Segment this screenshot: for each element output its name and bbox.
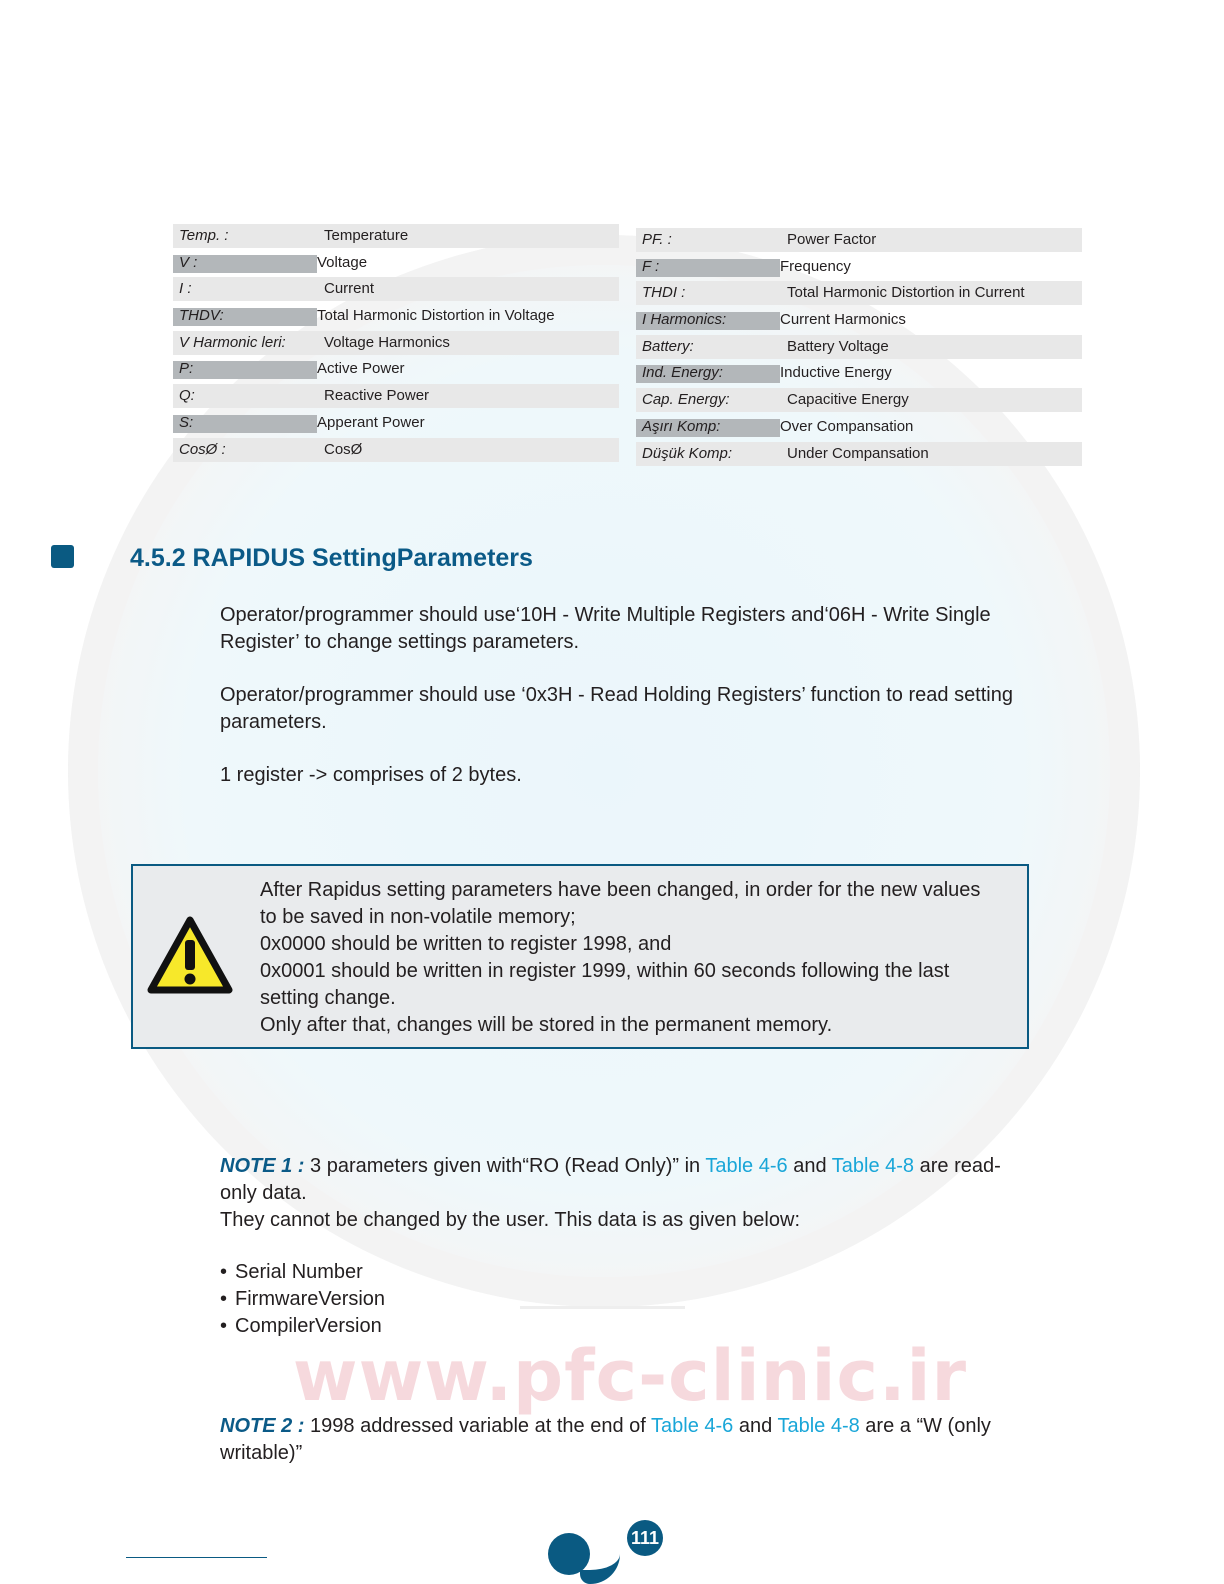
abbreviation-value: Power Factor: [787, 231, 877, 248]
abbreviation-value: Battery Voltage: [787, 337, 889, 355]
note-2-and: and: [738, 1415, 773, 1437]
abbreviation-table-right: [636, 227, 1082, 467]
warning-line: After Rapidus setting parameters have been changed, in order for the new values: [260, 879, 981, 901]
table-row: [173, 330, 619, 357]
abbreviation-value: CosØ: [324, 440, 363, 458]
table-row: [173, 356, 619, 383]
table-row: [636, 414, 1082, 441]
footer-logo-swoosh: [580, 1548, 620, 1584]
abbreviation-value: Voltage Harmonics: [324, 333, 450, 351]
paragraph-write-registers: Operator/programmer should use‘10H - Write Multiple Registers and‘06H - Write Single Register’ to change settings parameters.: [220, 604, 991, 653]
abbreviation-value: Current: [324, 280, 375, 298]
abbreviation-key: S:: [179, 413, 194, 431]
table-row: [173, 410, 619, 437]
note-2: [220, 1413, 1020, 1467]
list-item: • Serial Number: [220, 1259, 385, 1286]
warning-line: 0x0000 should be written to register 1998, and: [260, 933, 672, 955]
table-row: [636, 307, 1082, 334]
table-row: [636, 387, 1082, 414]
abbreviation-value: Voltage: [317, 253, 368, 271]
page-number: 111: [627, 1520, 663, 1556]
abbreviation-table-left: [173, 223, 619, 463]
table-4-8-link[interactable]: Table 4-8: [777, 1415, 860, 1437]
abbreviation-value: Under Compansation: [787, 444, 929, 462]
abbreviation-key: Q:: [179, 387, 195, 405]
abbreviation-value: Apperant Power: [317, 413, 425, 431]
table-row: [173, 383, 619, 410]
table-row: [636, 360, 1082, 387]
abbreviation-value: Active Power: [317, 360, 405, 378]
abbreviation-key: P:: [179, 360, 194, 378]
abbreviation-key: THDI :: [642, 284, 686, 302]
abbreviation-value: Total Harmonic Distortion in Voltage: [317, 307, 555, 325]
abbreviation-value: Temperature: [324, 227, 409, 244]
abbreviation-value: Current Harmonics: [780, 311, 906, 329]
watermark-url: www.pfc-clinic.ir: [292, 1335, 968, 1417]
abbreviation-value: Inductive Energy: [780, 364, 892, 382]
abbreviation-key: V Harmonic leri:: [179, 333, 286, 351]
abbreviation-key: THDV:: [179, 307, 224, 325]
table-row: [173, 250, 619, 277]
table-row: [636, 441, 1082, 468]
warning-line: Only after that, changes will be stored in the permanent memory.: [260, 1014, 833, 1036]
table-row: [636, 334, 1082, 361]
read-only-list: [220, 1259, 385, 1340]
abbreviation-value: Capacitive Energy: [787, 391, 909, 409]
footer-rule: [126, 1557, 267, 1558]
table-4-8-link[interactable]: Table 4-8: [831, 1155, 915, 1177]
note-2-text: 1998 addressed variable at the end of: [310, 1415, 646, 1437]
abbreviation-key: Battery:: [642, 337, 694, 355]
paragraph-read-registers: Operator/programmer should use ‘0x3H - Read Holding Registers’ function to read setting parameters.: [220, 684, 1013, 733]
note-2-label: NOTE 2 :: [220, 1415, 305, 1437]
note-1: [220, 1153, 1030, 1207]
abbreviation-key: F :: [642, 257, 660, 275]
paragraph-register-size: 1 register -> comprises of 2 bytes.: [220, 764, 522, 786]
warning-line: 0x0001 should be written in register 1999, within 60 seconds following the last: [260, 960, 950, 982]
note-1-and: and: [793, 1155, 827, 1177]
note-1-tail: are read-only data.: [220, 1155, 1001, 1204]
warning-icon: [147, 916, 233, 996]
table-row: [636, 227, 1082, 254]
note-2-tail: are a “W (only writable)”: [220, 1415, 991, 1464]
abbreviation-key: Temp. :: [179, 227, 229, 244]
abbreviation-value: Frequency: [780, 257, 851, 275]
warning-box: [131, 864, 1029, 1049]
table-4-6-link[interactable]: Table 4-6: [651, 1415, 734, 1437]
warning-line: setting change.: [260, 987, 396, 1009]
table-row: [636, 254, 1082, 281]
abbreviation-key: Aşırı Komp:: [642, 417, 721, 435]
warning-line: to be saved in non-volatile memory;: [260, 906, 576, 928]
abbreviation-value: Reactive Power: [324, 387, 430, 405]
table-row: [636, 280, 1082, 307]
table-row: [173, 223, 619, 250]
list-item: • FirmwareVersion: [220, 1286, 385, 1313]
abbreviation-value: Over Compansation: [780, 417, 914, 435]
abbreviation-key: V :: [179, 253, 198, 271]
note-1-line-2: They cannot be changed by the user. This data is as given below:: [220, 1209, 800, 1231]
abbreviation-key: I :: [179, 280, 192, 298]
note-1-text: 3 parameters given with“RO (Read Only)” in: [310, 1155, 701, 1177]
abbreviation-key: PF. :: [642, 231, 672, 248]
watermark-divider: [520, 1306, 685, 1309]
abbreviation-key: Ind. Energy:: [642, 364, 723, 382]
warning-text: [260, 877, 1020, 1039]
table-row: [173, 303, 619, 330]
table-4-6-link[interactable]: Table 4-6: [705, 1155, 788, 1177]
table-row: [173, 437, 619, 464]
abbreviation-value: Total Harmonic Distortion in Current: [787, 284, 1025, 302]
abbreviation-key: I Harmonics:: [642, 311, 727, 329]
note-1-label: NOTE 1 :: [220, 1155, 305, 1177]
abbreviation-key: Cap. Energy:: [642, 391, 730, 409]
abbreviation-key: CosØ :: [179, 440, 226, 458]
abbreviation-key: Düşük Komp:: [642, 444, 733, 462]
section-marker-icon: [51, 545, 74, 568]
list-item: • CompilerVersion: [220, 1313, 385, 1340]
table-row: [173, 276, 619, 303]
section-title: 4.5.2 RAPIDUS SettingParameters: [130, 544, 533, 572]
